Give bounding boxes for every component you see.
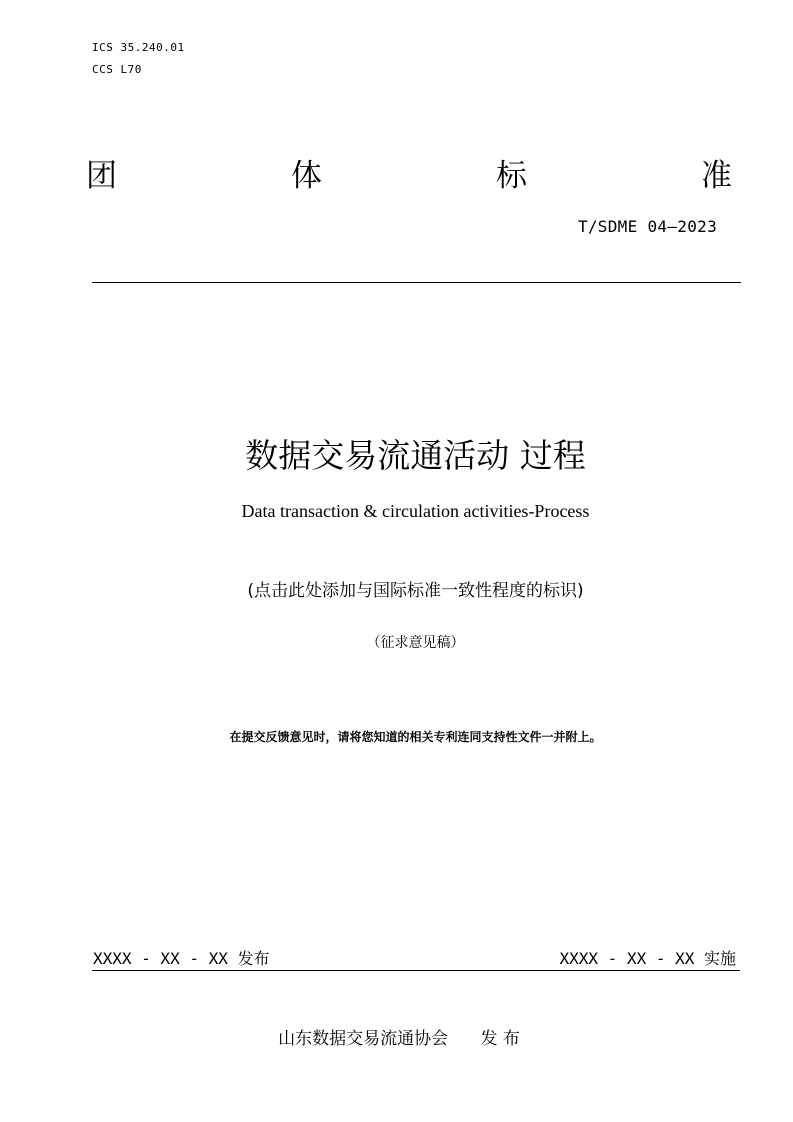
standard-type-char: 团 bbox=[86, 158, 117, 194]
standard-number: T/SDME 04—2023 bbox=[577, 217, 717, 236]
document-title-zh: 数据交易流通活动 过程 bbox=[245, 436, 586, 475]
standard-type-char: 标 bbox=[496, 158, 527, 194]
standard-type-char: 体 bbox=[291, 158, 322, 194]
standard-type-heading bbox=[86, 150, 732, 194]
header-divider bbox=[92, 282, 741, 283]
ccs-code: CCS L70 bbox=[92, 63, 142, 76]
patent-notice: 在提交反馈意见时，请将您知道的相关专利连同支持性文件一并附上。 bbox=[229, 730, 602, 744]
document-title-en: Data transaction & circulation activities-Process bbox=[241, 501, 590, 521]
publish-date: XXXX - XX - XX 发布 bbox=[93, 949, 270, 968]
draft-status: （征求意见稿） bbox=[366, 635, 465, 651]
ics-code: ICS 35.240.01 bbox=[92, 41, 185, 54]
implement-date: XXXX - XX - XX 实施 bbox=[559, 949, 736, 968]
standard-type-char: 准 bbox=[701, 158, 732, 194]
conformity-note[interactable]: (点击此处添加与国际标准一致性程度的标识) bbox=[247, 581, 584, 601]
issuer: 山东数据交易流通协会 发 布 bbox=[278, 1029, 520, 1049]
footer-divider bbox=[92, 970, 740, 971]
